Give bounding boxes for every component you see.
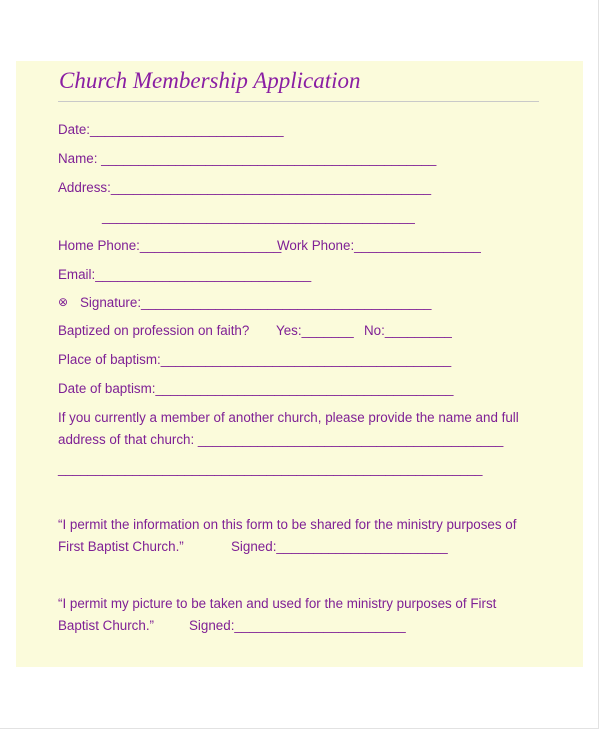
baptized-yes-field[interactable]: Yes:_______ [276, 323, 354, 338]
place-of-baptism-field[interactable]: Place of baptism:_______________________________________ [58, 352, 452, 367]
date-field[interactable]: Date:__________________________ [58, 122, 284, 137]
baptized-question: Baptized on profession on faith? [58, 323, 250, 338]
bullet-icon: ⊗ [58, 295, 69, 309]
permit-picture-signed-field[interactable]: Signed:_______________________ [189, 618, 406, 633]
other-church-address-field-2[interactable]: _________________________________________________________ [58, 461, 483, 476]
email-field[interactable]: Email:_____________________________ [58, 267, 312, 282]
permit-picture-church: Baptist Church.” [58, 618, 155, 633]
address-field-line-1[interactable]: Address:___________________________________________ [58, 180, 432, 195]
address-field-line-2[interactable]: __________________________________________ [102, 209, 415, 224]
other-church-instruction: If you currently a member of another church, please provide the name and full [58, 410, 519, 425]
baptized-no-field[interactable]: No:_________ [364, 323, 452, 338]
name-field[interactable]: Name: _____________________________________________ [58, 151, 437, 166]
permit-picture-statement: “I permit my picture to be taken and used for the ministry purposes of First [58, 596, 497, 611]
permit-info-statement: “I permit the information on this form to be shared for the ministry purposes of [58, 517, 517, 532]
title-divider [58, 101, 539, 102]
other-church-address-field[interactable]: address of that church: _________________________________________ [58, 432, 504, 447]
home-phone-field[interactable]: Home Phone:___________________ [58, 238, 282, 253]
date-of-baptism-field[interactable]: Date of baptism:________________________________________ [58, 381, 454, 396]
permit-info-signed-field[interactable]: Signed:_______________________ [231, 539, 448, 554]
signature-field[interactable]: Signature:_______________________________________ [80, 295, 432, 310]
work-phone-field[interactable]: Work Phone:_________________ [277, 238, 481, 253]
form-title: Church Membership Application [59, 68, 361, 93]
permit-info-church: First Baptist Church.” [58, 539, 184, 554]
